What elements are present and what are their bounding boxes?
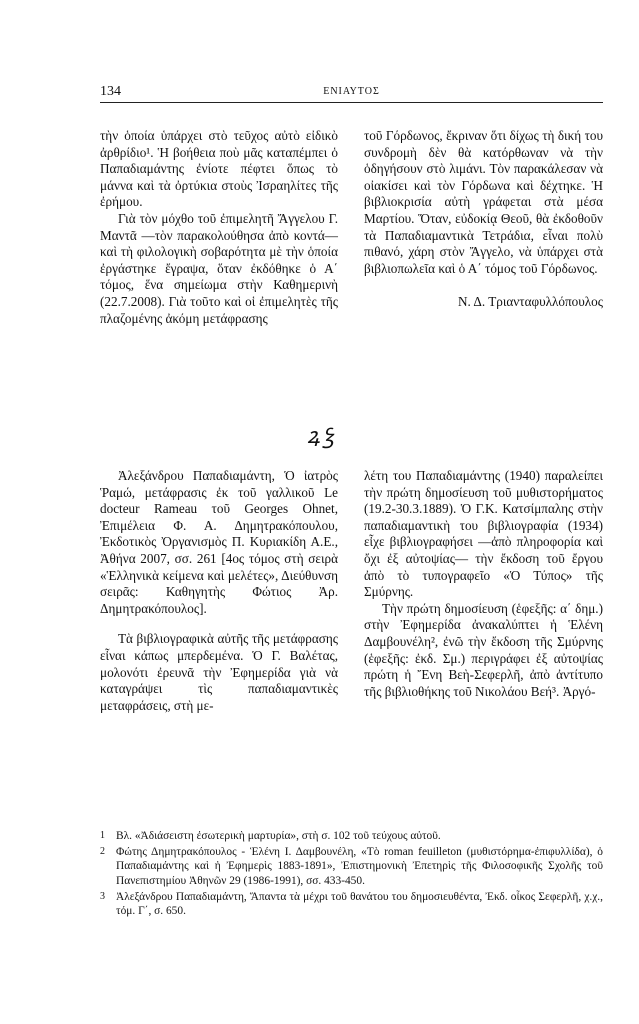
- bottom-right-column: [364, 468, 603, 700]
- top-left-paragraph-2: Γιὰ τὸν μόχθο τοῦ ἐπιμελητῆ Ἄγγελου Γ. Μαντᾶ —τὸν παρακολούθησα ἀπὸ κοντά— καὶ τὴ φιλολογικὴ σοβαρότητα μὲ τὴν ὁποία ἐργάστηκε ἔγραψα, ὅταν ἐκδόθηκε ὁ Α΄ τόμος, ἕνα σημείωμα στὴν Καθημερινὴ (22.7.2008). Γιὰ τοῦτο καὶ οἱ ἐπιμελητὲς τῆς πλαζομένης ἀκόμη μετάφρασης: [100, 210, 338, 326]
- footnote-text: Ἀλεξάνδρου Παπαδιαμάντη, Ἅπαντα τὰ μέχρι τοῦ θανάτου του δημοσιευθέντα, Ἐκδ. οἶκος Σεφερλῆ, χ.χ., τόμ. Γ΄, σ. 650.: [116, 890, 603, 918]
- footnote: [100, 890, 603, 918]
- review-signature: Ν. Δ. Τριανταφυλλόπουλος: [457, 294, 603, 310]
- bottom-right-paragraph-2: Τὴν πρώτη δημοσίευση (ἑφεξῆς: α΄ δημ.) στὴν Ἐφημερίδα ἀνακαλύπτει ἡ Ἑλένη Δαμβουνέλη², ἐνῶ τὴν ἔκδοση τῆς Σμύρνης (ἑφεξῆς: ἐκδ. Σμ.) περιγράφει ἐξ αὐτοψίας πρώτη ἡ Ἔνη Βεὴ-Σεφερλῆ, ἀπὸ ἀντίτυπο τῆς βιβλιοθήκης τοῦ Νικολάου Βεή³. Ἀργό-: [364, 600, 603, 699]
- bottom-left-paragraph-2: Τὰ βιβλιογραφικὰ αὐτῆς τῆς μετάφρασης εἶναι κάπως μπερδεμένα. Ὁ Γ. Βαλέτας, μολονότι ἐρευνᾶ τὴν Ἐφημερίδα γιὰ νὰ καταγράψει τὶς παπαδιαμαντικὲς μεταφράσεις, στὴ με-: [100, 631, 338, 713]
- footnote-text: Βλ. «Ἀδιάσειστη ἐσωτερικὴ μαρτυρία», στὴ σ. 102 τοῦ τεύχους αὐτοῦ.: [116, 830, 441, 842]
- running-title: ΕΝΙΑΥΤΟΣ: [323, 86, 380, 97]
- top-left-paragraph-1: τὴν ὁποία ὑπάρχει στὸ τεῦχος αὐτὸ εἰδικὸ ἀρθρίδιο¹. Ἡ βοήθεια ποὺ μᾶς καταπέμπει ὁ Παπαδιαμάντης ἐνίοτε πέφτει ὅπως τὸ μάννα καὶ τὰ ὀρτύκια στοὺς Ἰσραηλίτες τῆς ἐρήμου.: [100, 128, 338, 210]
- top-right-column: [364, 128, 603, 311]
- footnote-number: 2: [100, 846, 105, 858]
- footnotes: [100, 829, 603, 920]
- section-ornament: ꝝ ꝣ: [307, 424, 332, 449]
- bottom-right-paragraph-1: λέτη του Παπαδιαμάντης (1940) παραλείπει τὴν πρώτη δημοσίευση τοῦ μυθιστορήματος (19.2-30.3.1889). Ὁ Γ.Κ. Κατσίμπαλης στὴν παπαδιαμαντικὴ του βιβλιογραφία (1934) εἶχε βιβλιογραφήσει —ἀπὸ πληροφορία καὶ ὄχι ἐξ αὐτοψίας— τὴν ἔκδοση τοῦ ἔργου ἀπὸ τὸ τυπογραφεῖο «Ὁ Τύπος» τῆς Σμύρνης.: [364, 468, 603, 600]
- book-citation: Ἀλεξάνδρου Παπαδιαμάντη, Ὁ ἰατρὸς Ῥαμώ, μετάφρασις ἐκ τοῦ γαλλικοῦ Le docteur Rameau τοῦ Georges Ohnet, Ἐπιμέλεια Φ. Α. Δημητρακόπουλου, Ἐκδοτικὸς Ὀργανισμὸς Π. Κυριακίδη Α.Ε., Ἀθήνα 2007, σσ. 261 [4ος τόμος στὴ σειρὰ «Ἑλληνικὰ κείμενα καὶ μελέτες», Διεύθυνση σειρᾶς: Καθηγητὴς Φώτιος Ἀρ. Δημητρακόπουλος].: [100, 468, 338, 616]
- bottom-left-column: [100, 468, 338, 714]
- top-left-column: [100, 128, 338, 327]
- top-right-paragraph-1: τοῦ Γόρδωνος, ἔκριναν ὅτι δίχως τὴ δική του συνδρομὴ δὲν θὰ κατόρθωναν νὰ τὴν ὁδηγήσουν στὸ λιμάνι. Τὸν παρακάλεσαν νὰ οἰακίσει καὶ τὸν Γόρδωνα καὶ δέχτηκε. Ἡ βιβλιοκρισία αὐτὴ γράφεται στὰ μέσα Μαρτίου. Ὅταν, εὐδοκίᾳ Θεοῦ, θὰ ἐκδοθοῦν τὰ Παπαδιαμαντικὰ Τετράδια, εἶναι πολὺ πιθανό, χάρη στὸν Ἄγγελο, νὰ ὑπάρχει στὰ βιβλιοπωλεῖα καὶ ὁ Α΄ τόμος τοῦ Γόρδωνος.: [364, 128, 603, 276]
- page-number: 134: [100, 84, 121, 99]
- footnote-number: 1: [100, 830, 105, 841]
- footnote: [100, 829, 603, 843]
- footnote-number: 3: [100, 890, 105, 902]
- footnote: [100, 845, 603, 888]
- footnote-text: Φώτης Δημητρακόπουλος - Ἑλένη Ι. Δαμβουνέλη, «Τὸ roman feuilleton (μυθιστόρημα-ἐπιφυλλίδα), ὁ Παπαδιαμάντης καὶ ἡ Ἐφημερὶς 1883-1891», Ἐπιστημονικὴ Ἐπετηρὶς τῆς Φιλοσοφικῆς Σχολῆς τοῦ Πανεπιστημίου Ἀθηνῶν 29 (1986-1991), σσ. 433-450.: [116, 846, 603, 887]
- page-header: [100, 84, 603, 103]
